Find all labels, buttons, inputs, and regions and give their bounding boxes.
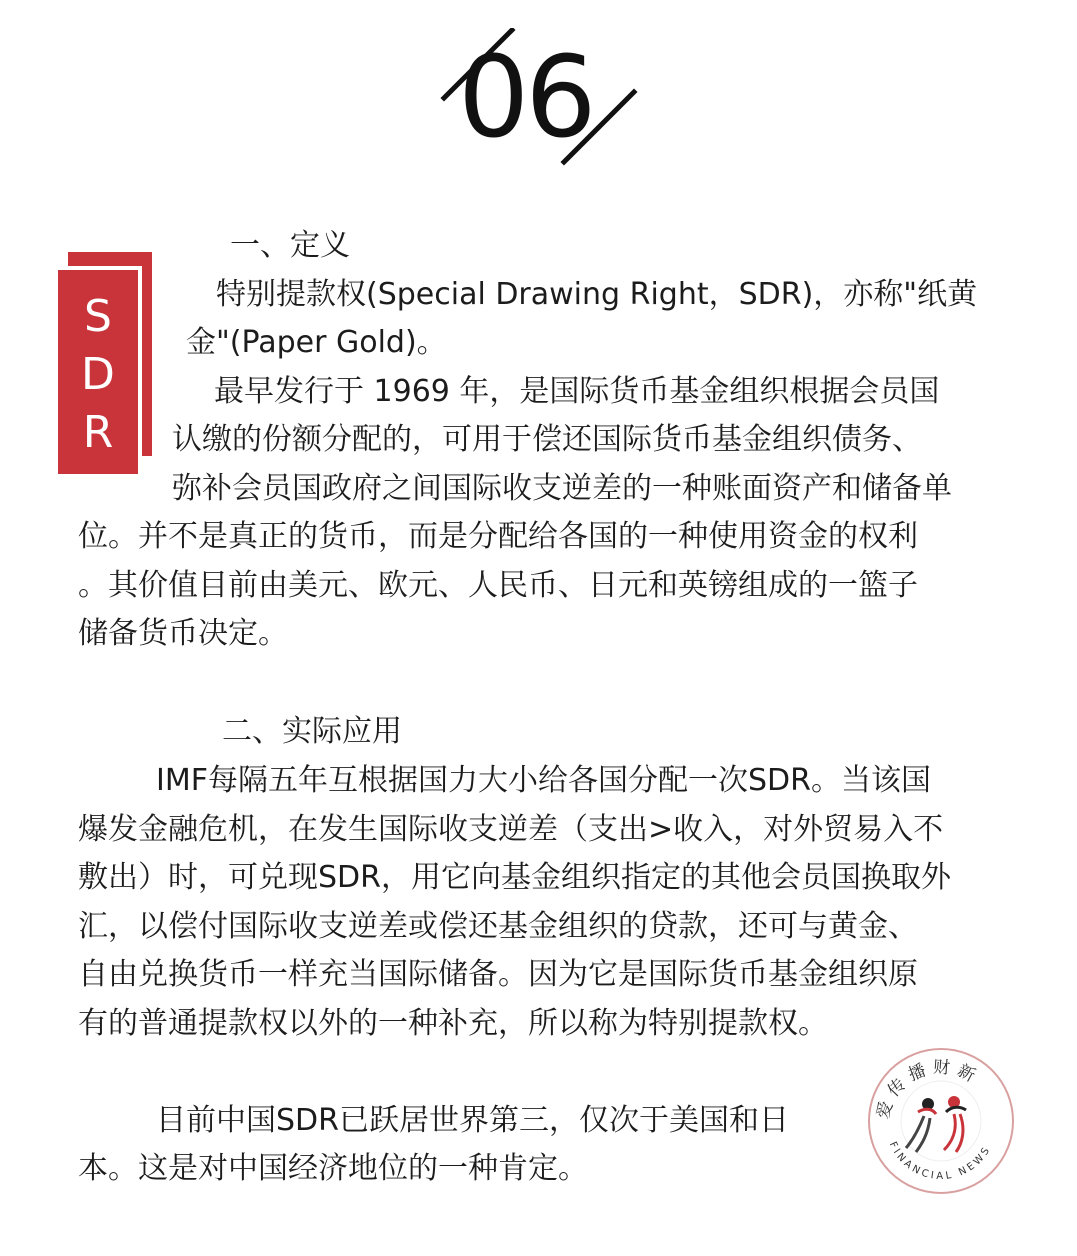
- section1-line: 金"(Paper Gold)。: [186, 325, 447, 360]
- section1-line: 。其价值目前由美元、欧元、人民币、日元和英镑组成的一篮子: [78, 568, 918, 603]
- section1-line: 储备货币决定。: [78, 616, 288, 651]
- logo-english-text: FINANCIAL NEWS: [886, 1140, 994, 1182]
- logo-chinese-text: 爱传播财新: [872, 1057, 984, 1122]
- section1-line: 位。并不是真正的货币，而是分配给各国的一种使用资金的权利: [78, 519, 918, 554]
- section1-line: 认缴的份额分配的，可用于偿还国际货币基金组织债务、: [172, 422, 922, 457]
- section-number-text: 06: [458, 33, 593, 163]
- badge-letters: [58, 288, 138, 462]
- sdr-badge: [56, 252, 152, 474]
- section1-heading: 一、定义: [230, 228, 350, 263]
- section1-line: 特别提款权(Special Drawing Right，SDR)，亦称"纸黄: [216, 277, 978, 312]
- financial-news-logo: [866, 1046, 1016, 1196]
- section1-line: 弥补会员国政府之间国际收支逆差的一种账面资产和储备单: [172, 471, 952, 506]
- section2-line: 爆发金融危机，在发生国际收支逆差（支出>收入，对外贸易入不: [78, 812, 944, 847]
- section2-line: 敷出）时，可兑现SDR，用它向基金组织指定的其他会员国换取外: [78, 860, 951, 895]
- badge-letter-s: S: [84, 291, 112, 342]
- section2-line: IMF每隔五年互根据国力大小给各国分配一次SDR。当该国: [156, 763, 931, 798]
- section2-line: 汇，以偿付国际收支逆差或偿还基金组织的贷款，还可与黄金、: [78, 909, 918, 944]
- section-number: [440, 28, 640, 168]
- section2-heading: 二、实际应用: [222, 714, 402, 749]
- section2-line: 自由兑换货币一样充当国际储备。因为它是国际货币基金组织原: [78, 957, 918, 992]
- section2-line: 有的普通提款权以外的一种补充，所以称为特别提款权。: [78, 1006, 828, 1041]
- badge-letter-r: R: [82, 407, 114, 458]
- section3-line: 目前中国SDR已跃居世界第三，仅次于美国和日: [156, 1103, 789, 1138]
- logo-seal-icon: [866, 1046, 1016, 1196]
- section3-line: 本。这是对中国经济地位的一种肯定。: [78, 1151, 588, 1186]
- badge-letter-d: D: [81, 349, 115, 400]
- slash-decoration-icon: [440, 28, 640, 168]
- section1-line: 最早发行于 1969 年，是国际货币基金组织根据会员国: [214, 374, 940, 409]
